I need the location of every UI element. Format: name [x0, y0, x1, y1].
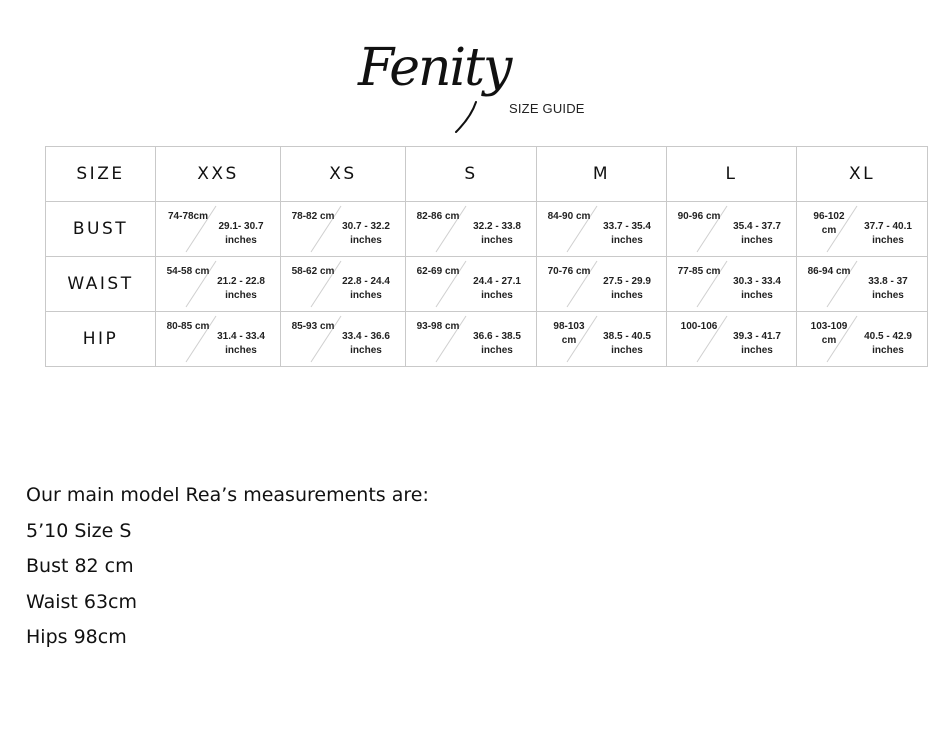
cm-value: 85-93 cm: [291, 321, 335, 332]
row-label: BUST: [46, 202, 156, 257]
measurement-cell: [537, 202, 667, 257]
logo-swash-icon: [454, 100, 480, 134]
inches-value: 30.3 - 33.4 inches: [733, 276, 781, 301]
size-column-header: M: [537, 147, 667, 202]
cm-value: 82-86 cm: [416, 211, 460, 222]
measurement-cell: [406, 202, 537, 257]
measurement-cell: [281, 257, 406, 312]
model-waist: Waist 63cm: [26, 590, 138, 613]
size-column-header: L: [667, 147, 797, 202]
cm-value: 84-90 cm: [547, 211, 591, 222]
row-label: HIP: [46, 312, 156, 367]
inches-value: 32.2 - 33.8 inches: [473, 221, 521, 246]
measurement-cell: [406, 257, 537, 312]
measurement-row: [46, 202, 928, 257]
measurement-cell: [156, 257, 281, 312]
cm-value: 70-76 cm: [547, 266, 591, 277]
inches-value: 37.7 - 40.1 inches: [864, 221, 912, 246]
inches-value: 30.7 - 32.2 inches: [342, 221, 390, 246]
inches-value: 40.5 - 42.9 inches: [864, 331, 912, 356]
cm-value: 54-58 cm: [166, 266, 210, 277]
measurement-cell: [156, 312, 281, 367]
cm-value: 74-78cm: [167, 211, 209, 222]
inches-value: 33.4 - 36.6 inches: [342, 331, 390, 356]
cm-value: 90-96 cm: [677, 211, 721, 222]
measurement-cell: [281, 312, 406, 367]
cm-value: 100-106: [680, 321, 718, 332]
inches-value: 22.8 - 24.4 inches: [342, 276, 390, 301]
measurement-cell: [667, 312, 797, 367]
inches-value: 35.4 - 37.7 inches: [733, 221, 781, 246]
logo-wordmark: Fenity: [358, 38, 511, 98]
model-height-size: 5’10 Size S: [26, 519, 132, 542]
measurement-cell: [797, 312, 928, 367]
size-column-header: XL: [797, 147, 928, 202]
cm-value: 103-109 cm: [810, 321, 848, 346]
inches-value: 38.5 - 40.5 inches: [603, 331, 651, 356]
model-bust: Bust 82 cm: [26, 555, 134, 577]
size-corner-label: SIZE: [46, 147, 156, 202]
inches-value: 27.5 - 29.9 inches: [603, 276, 651, 301]
cm-value: 58-62 cm: [291, 266, 335, 277]
measurement-cell: [537, 257, 667, 312]
cm-value: 93-98 cm: [416, 321, 460, 332]
measurement-cell: [667, 202, 797, 257]
measurement-cell: [667, 257, 797, 312]
cm-value: 80-85 cm: [166, 321, 210, 332]
inches-value: 36.6 - 38.5 inches: [473, 331, 521, 356]
measurement-cell: [156, 202, 281, 257]
size-column-header: S: [406, 147, 537, 202]
cm-value: 98-103 cm: [553, 321, 585, 346]
cm-value: 62-69 cm: [416, 266, 460, 277]
size-column-header: XXS: [156, 147, 281, 202]
measurement-cell: [406, 312, 537, 367]
measurement-cell: [281, 202, 406, 257]
measurement-cell: [797, 257, 928, 312]
measurement-cell: [797, 202, 928, 257]
brand-logo: [354, 40, 604, 135]
logo-subtitle: SIZE GUIDE: [509, 101, 585, 116]
cm-value: 78-82 cm: [291, 211, 335, 222]
cm-value: 86-94 cm: [807, 266, 851, 277]
measurement-cell: [537, 312, 667, 367]
model-hips: Hips 98cm: [26, 626, 127, 648]
inches-value: 21.2 - 22.8 inches: [217, 276, 265, 301]
model-intro: Our main model Rea’s measurements are:: [26, 484, 429, 506]
measurement-row: [46, 257, 928, 312]
cm-value: 77-85 cm: [677, 266, 721, 277]
row-label: WAIST: [46, 257, 156, 312]
cm-value: 96-102 cm: [813, 211, 845, 236]
inches-value: 39.3 - 41.7 inches: [733, 331, 781, 356]
model-measurements: [26, 480, 429, 658]
size-header-row: [46, 147, 928, 202]
inches-value: 24.4 - 27.1 inches: [473, 276, 521, 301]
measurement-row: [46, 312, 928, 367]
inches-value: 33.8 - 37 inches: [868, 276, 908, 301]
inches-value: 31.4 - 33.4 inches: [217, 331, 265, 356]
inches-value: 29.1- 30.7 inches: [218, 221, 264, 246]
size-guide-table: [45, 146, 928, 367]
size-column-header: XS: [281, 147, 406, 202]
inches-value: 33.7 - 35.4 inches: [603, 221, 651, 246]
